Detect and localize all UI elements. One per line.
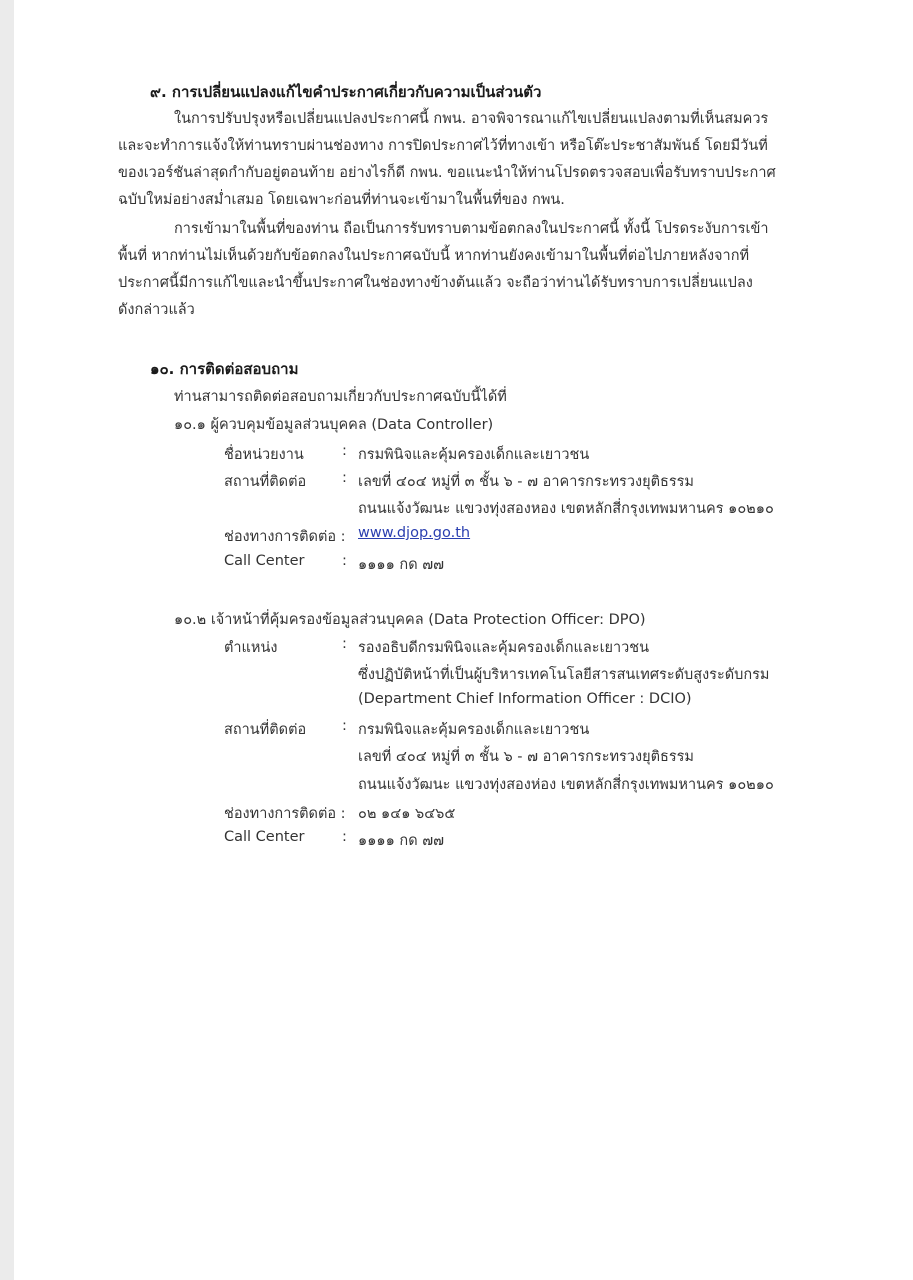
section10-intro: ท่านสามารถติดต่อสอบถามเกี่ยวกับประกาศฉบับนี้ได้ที่ [174, 389, 507, 405]
section9-para1-line: ฉบับใหม่อย่างสม่ำเสมอ โดยเฉพาะก่อนที่ท่านจะเข้ามาในพื้นที่ของ กพน. [118, 192, 565, 208]
controller-callcenter-value: ๑๑๑๑ กด ๗๗ [358, 557, 445, 573]
section9-para1-line: ในการปรับปรุงหรือเปลี่ยนแปลงประกาศนี้ กพน. อาจพิจารณาแก้ไขเปลี่ยนแปลงตามที่เห็นสมควร [174, 111, 769, 127]
dpo-callcenter-label: Call Center [224, 829, 305, 845]
dpo-channel-label: ช่องทางการติดต่อ : [224, 806, 346, 822]
section9-para1-line: และจะทำการแจ้งให้ท่านทราบผ่านช่องทาง การปิดประกาศไว้ที่ทางเข้า หรือโต๊ะประชาสัมพันธ์ โดยมีวันที่ [118, 138, 768, 154]
dpo-position-line: ซึ่งปฏิบัติหน้าที่เป็นผู้บริหารเทคโนโลยีสารสนเทศระดับสูงระดับกรม [358, 667, 770, 683]
section9-para2-line: ดังกล่าวแล้ว [118, 302, 195, 318]
colon: : [342, 718, 347, 734]
section9-heading: ๙. การเปลี่ยนแปลงแก้ไขคำประกาศเกี่ยวกับความเป็นส่วนตัว [150, 83, 542, 101]
colon: : [342, 470, 347, 486]
dpo-address-line: กรมพินิจและคุ้มครองเด็กและเยาวชน [358, 722, 590, 738]
dpo-position-line: รองอธิบดีกรมพินิจและคุ้มครองเด็กและเยาวชน [358, 640, 650, 656]
controller-title: ๑๐.๑ ผู้ควบคุมข้อมูลส่วนบุคคล (Data Controller) [174, 417, 494, 433]
dpo-address-line: เลขที่ ๔๐๔ หมู่ที่ ๓ ชั้น ๖ - ๗ อาคารกระทรวงยุติธรรม [358, 749, 694, 765]
controller-website-link[interactable] [358, 525, 470, 541]
controller-callcenter-label: Call Center [224, 553, 305, 569]
controller-address-line: เลขที่ ๔๐๔ หมู่ที่ ๓ ชั้น ๖ - ๗ อาคารกระทรวงยุติธรรม [358, 474, 694, 490]
colon: : [342, 443, 347, 459]
section10-heading: ๑๐. การติดต่อสอบถาม [150, 360, 299, 378]
colon: : [342, 829, 347, 845]
section9-para1-line: ของเวอร์ชันล่าสุดกำกับอยู่ตอนท้าย อย่างไรก็ดี กพน. ขอแนะนำให้ท่านโปรดตรวจสอบเพื่อรับทราบประกาศ [118, 165, 776, 181]
dpo-channel-value: ๐๒ ๑๔๑ ๖๔๖๕ [358, 806, 456, 822]
controller-channel-label: ช่องทางการติดต่อ : [224, 529, 346, 545]
dpo-position-line: (Department Chief Information Officer : DCIO) [358, 691, 692, 707]
colon: : [342, 553, 347, 569]
dpo-address-label: สถานที่ติดต่อ [224, 722, 307, 738]
dpo-title: ๑๐.๒ เจ้าหน้าที่คุ้มครองข้อมูลส่วนบุคคล (Data Protection Officer: DPO) [174, 612, 646, 628]
document-page [14, 0, 913, 1280]
colon: : [342, 636, 347, 652]
controller-address-label: สถานที่ติดต่อ [224, 474, 307, 490]
section9-para2-line: พื้นที่ หากท่านไม่เห็นด้วยกับข้อตกลงในประกาศฉบับนี้ หากท่านยังคงเข้ามาในพื้นที่ต่อไปภายหลังจากที่ [118, 248, 750, 264]
website-link-text[interactable]: www.djop.go.th [358, 525, 471, 541]
dpo-position-label: ตำแหน่ง [224, 640, 278, 656]
dpo-address-line: ถนนแจ้งวัฒนะ แขวงทุ่งสองห่อง เขตหลักสี่กรุงเทพมหานคร ๑๐๒๑๐ [358, 777, 774, 793]
page-left-margin [0, 0, 14, 1280]
section9-para2-line: ประกาศนี้มีการแก้ไขและนำขึ้นประกาศในช่องทางข้างต้นแล้ว จะถือว่าท่านได้รับทราบการเปลี่ยนแปลง [118, 275, 753, 291]
controller-agency-value: กรมพินิจและคุ้มครองเด็กและเยาวชน [358, 447, 590, 463]
controller-agency-label: ชื่อหน่วยงาน [224, 447, 304, 463]
controller-address-line: ถนนแจ้งวัฒนะ แขวงทุ่งสองหอง เขตหลักสี่กรุงเทพมหานคร ๑๐๒๑๐ [358, 501, 774, 517]
dpo-callcenter-value: ๑๑๑๑ กด ๗๗ [358, 833, 445, 849]
section9-para2-line: การเข้ามาในพื้นที่ของท่าน ถือเป็นการรับทราบตามข้อตกลงในประกาศนี้ ทั้งนี้ โปรดระงับการเข้า [174, 221, 769, 237]
